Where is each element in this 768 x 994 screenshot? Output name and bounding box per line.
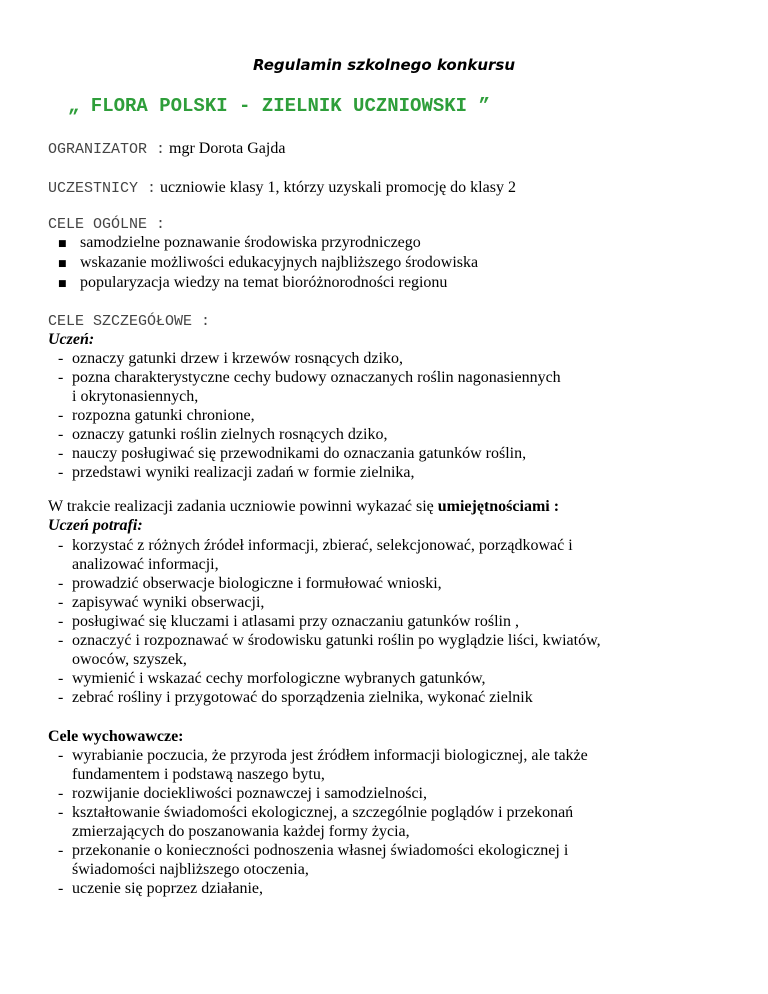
- general-goal-item: samodzielne poznawanie środowiska przyrodniczego: [80, 234, 421, 251]
- dash-icon: -: [58, 537, 64, 554]
- dash-icon: -: [58, 613, 64, 630]
- dash-icon: -: [58, 880, 64, 897]
- square-bullet-icon: ■: [58, 279, 67, 289]
- skill-line: wymienić i wskazać cechy morfologiczne wybranych gatunków,: [72, 670, 486, 687]
- detailed-goal-line: przedstawi wyniki realizacji zadań w formie zielnika,: [72, 464, 415, 481]
- detailed-goal-line: rozpozna gatunki chronione,: [72, 407, 255, 424]
- competition-name: „ FLORA POLSKI - ZIELNIK UCZNIOWSKI ”: [68, 95, 490, 117]
- participants-value: uczniowie klasy 1, którzy uzyskali promocję do klasy 2: [160, 179, 516, 196]
- dash-icon: -: [58, 407, 64, 424]
- organizer-value: mgr Dorota Gajda: [169, 140, 286, 157]
- document-title: Regulamin szkolnego konkursu: [252, 56, 516, 74]
- participants-label: UCZESTNICY :: [48, 180, 157, 197]
- dash-icon: -: [58, 426, 64, 443]
- detailed-goal-line: oznaczy gatunki roślin zielnych rosnących dziko,: [72, 426, 388, 443]
- general-goals-heading: CELE OGÓLNE :: [48, 216, 166, 233]
- general-goal-item: popularyzacja wiedzy na temat bioróżnorodności regionu: [80, 274, 448, 291]
- skill-line: posługiwać się kluczami i atlasami przy oznaczaniu gatunków roślin ,: [72, 613, 519, 630]
- dash-icon: -: [58, 804, 64, 821]
- educational-goal-line: kształtowanie świadomości ekologicznej, a szczególnie poglądów i przekonań: [72, 804, 574, 821]
- skill-line: zebrać rośliny i przygotować do sporządzenia zielnika, wykonać zielnik: [72, 689, 533, 706]
- skills-intro-bold: umiejętnościami :: [437, 498, 560, 515]
- skill-line: korzystać z różnych źródeł informacji, zbierać, selekcjonować, porządkować i: [72, 537, 573, 554]
- organizer-row: [48, 140, 285, 158]
- dash-icon: -: [58, 747, 64, 764]
- detailed-goal-line: i okrytonasiennych,: [72, 388, 199, 405]
- skill-line: prowadzić obserwacje biologiczne i formułować wnioski,: [72, 575, 442, 592]
- skills-intro: [48, 498, 559, 516]
- educational-goal-line: uczenie się poprzez działanie,: [72, 880, 263, 897]
- skill-line: owoców, szyszek,: [72, 651, 187, 668]
- dash-icon: -: [58, 670, 64, 687]
- square-bullet-icon: ■: [58, 239, 67, 249]
- educational-goal-line: fundamentem i podstawą naszego bytu,: [72, 766, 325, 783]
- dash-icon: -: [58, 464, 64, 481]
- detailed-goal-line: oznaczy gatunki drzew i krzewów rosnących dziko,: [72, 350, 403, 367]
- student-label: Uczeń:: [48, 331, 95, 348]
- skill-line: analizować informacji,: [72, 556, 219, 573]
- student-can-label: Uczeń potrafi:: [48, 517, 143, 534]
- dash-icon: -: [58, 689, 64, 706]
- general-goal-item: wskazanie możliwości edukacyjnych najbliższego środowiska: [80, 254, 479, 271]
- dash-icon: -: [58, 575, 64, 592]
- educational-goal-line: świadomości najbliższego otoczenia,: [72, 861, 309, 878]
- skill-line: zapisywać wyniki obserwacji,: [72, 594, 265, 611]
- educational-goal-line: przekonanie o konieczności podnoszenia własnej świadomości ekologicznej i: [72, 842, 569, 859]
- participants-row: [48, 179, 516, 197]
- detailed-goal-line: nauczy posługiwać się przewodnikami do oznaczania gatunków roślin,: [72, 445, 527, 462]
- dash-icon: -: [58, 842, 64, 859]
- dash-icon: -: [58, 445, 64, 462]
- skill-line: oznaczyć i rozpoznawać w środowisku gatunki roślin po wyglądzie liści, kwiatów,: [72, 632, 601, 649]
- dash-icon: -: [58, 785, 64, 802]
- dash-icon: -: [58, 369, 64, 386]
- educational-goal-line: wyrabianie poczucia, że przyroda jest źródłem informacji biologicznej, ale także: [72, 747, 588, 764]
- educational-goal-line: zmierzających do poszanowania każdej formy życia,: [72, 823, 410, 840]
- educational-goal-line: rozwijanie dociekliwości poznawczej i samodzielności,: [72, 785, 427, 802]
- dash-icon: -: [58, 350, 64, 367]
- dash-icon: -: [58, 632, 64, 649]
- dash-icon: -: [58, 594, 64, 611]
- organizer-label: OGRANIZATOR :: [48, 141, 166, 158]
- detailed-goals-heading: CELE SZCZEGÓŁOWE :: [48, 313, 211, 330]
- detailed-goal-line: pozna charakterystyczne cechy budowy oznaczanych roślin nagonasiennych: [72, 369, 561, 386]
- square-bullet-icon: ■: [58, 259, 67, 269]
- skills-intro-text: W trakcie realizacji zadania uczniowie powinni wykazać się: [48, 498, 434, 515]
- educational-goals-heading: Cele wychowawcze:: [48, 728, 184, 745]
